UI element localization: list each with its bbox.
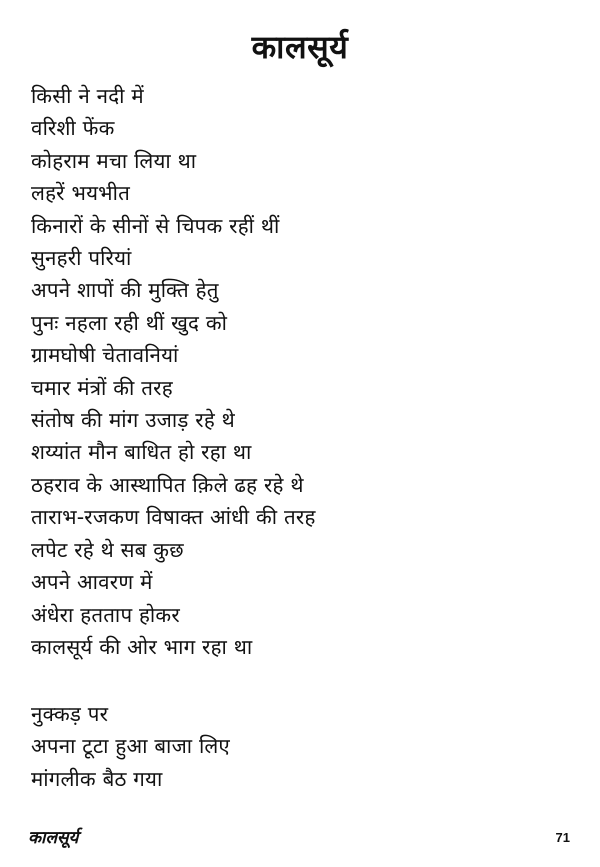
poem-line: ठहराव के आस्थापित क़िले ढह रहे थे [31,472,304,497]
poem-line: किसी ने नदी में [31,84,144,108]
poem-line: संतोष की मांग उजाड़ रहे थे [31,408,235,433]
poem-line: ग्रामघोषी चेतावनियां [31,343,179,368]
poem-line: लहरें भयभीत [31,181,130,206]
poem-line: कोहराम मचा लिया था [31,148,197,173]
stanza-1 [31,80,316,663]
poem-line: अंधेरा हतताप होकर [31,602,180,627]
poem-line: वरिशी फेंक [31,116,115,141]
poem-line: चमार मंत्रों की तरह [31,375,173,400]
poem-line: सुनहरी परियां [31,246,132,271]
page-number: 71 [555,830,570,845]
poem-line: अपना टूटा हुआ बाजा लिए [31,734,230,759]
poem-line: लपेट रहे थे सब कुछ [31,537,184,562]
poem-line: मांगलीक बैठ गया [31,766,163,791]
poem-line: अपने आवरण में [31,570,153,595]
stanza-2 [31,698,230,795]
poem-line: किनारों के सीनों से चिपक रहीं थीं [31,213,280,238]
poem-line: ताराभ-रजकण विषाक्त आंधी की तरह [31,505,316,530]
poem-line: अपने शापों की मुक्ति हेतु [31,278,219,303]
page-title: कालसूर्य [251,28,349,67]
poem-line: शय्यांत मौन बाधित हो रहा था [31,440,252,465]
poem-line: पुनः नहला रही थीं खुद को [31,310,228,335]
poem-line: कालसूर्य की ओर भाग रहा था [31,634,253,659]
footer-book-title: कालसूर्य [28,828,79,848]
poem-line: नुक्कड़ पर [31,702,109,726]
